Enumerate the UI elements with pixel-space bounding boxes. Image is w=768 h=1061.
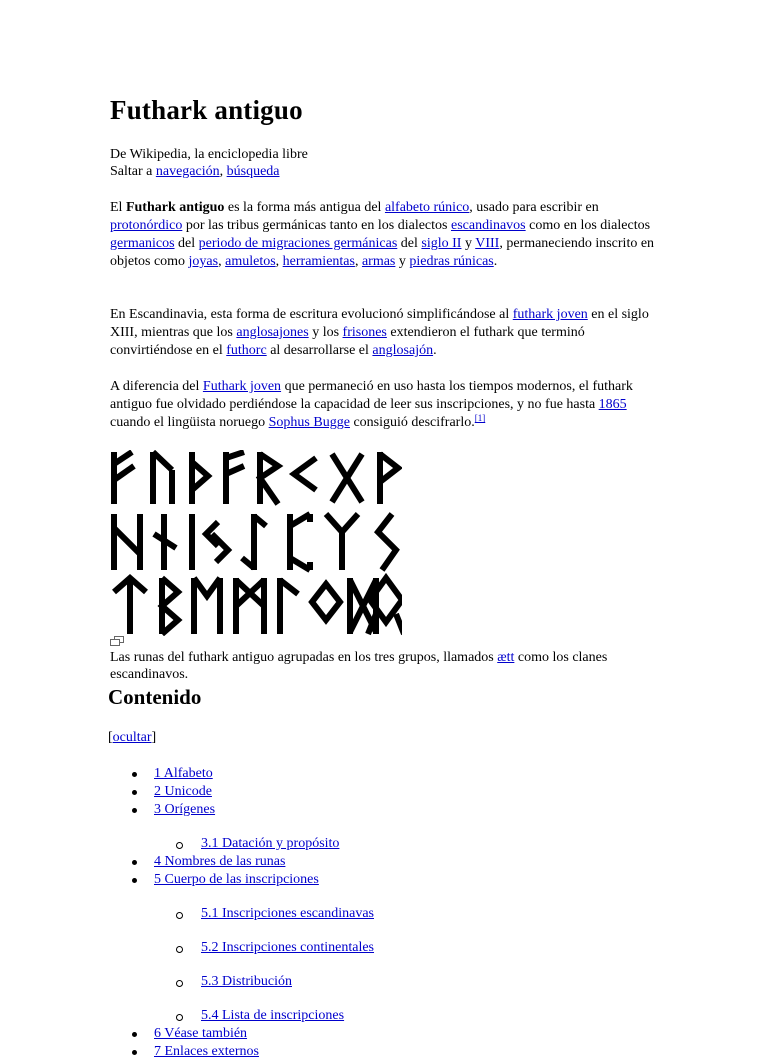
rune-hagalaz: [114, 514, 140, 570]
toc-list: [110, 765, 610, 1061]
link-herramientas[interactable]: herramientas: [282, 254, 355, 269]
enlarge-icon[interactable]: [110, 636, 124, 646]
link-1865[interactable]: 1865: [598, 397, 627, 412]
rune-ingwaz: [312, 584, 340, 620]
jump-links: Saltar a navegación, búsqueda: [110, 164, 280, 179]
toc-link[interactable]: 5 Cuerpo de las inscripciones: [154, 872, 319, 887]
toc-item: [110, 1043, 610, 1061]
rune-raidho: [260, 452, 278, 504]
site-tagline: De Wikipedia, la enciclopedia libre: [110, 147, 308, 162]
toc-item: [110, 905, 610, 923]
jump-navigation-link[interactable]: navegación: [155, 164, 220, 179]
image-caption: Las runas del futhark antiguo agrupadas en los tres grupos, llamados ætt como los clanes escandinavos.: [110, 650, 608, 682]
toc-link[interactable]: 3.1 Datación y propósito: [201, 836, 340, 851]
rune-ehwaz: [194, 578, 220, 634]
link-escandinavos[interactable]: escandinavos: [450, 218, 526, 233]
link-futhorc[interactable]: futhorc: [226, 343, 267, 358]
toc-item: [110, 939, 610, 957]
rune-algiz: [326, 514, 358, 570]
toc-hide-link[interactable]: ocultar: [112, 730, 152, 745]
toc-item: [110, 835, 610, 853]
toc-item: [110, 801, 610, 819]
rune-tiwaz: [114, 578, 146, 634]
link-armas[interactable]: armas: [361, 254, 396, 269]
link-aett[interactable]: ætt: [497, 650, 515, 665]
toc-link[interactable]: 5.2 Inscripciones continentales: [201, 940, 375, 955]
rune-laguz: [280, 578, 298, 634]
runes-image[interactable]: [110, 450, 402, 636]
intro-paragraph: El Futhark antiguo es la forma más antigua del alfabeto rúnico, usado para escribir en protonórdico por las tribus germánicas tanto en los dialectos escandinavos como en los dialectos germanicos del periodo de migraciones germánicas del siglo II y VIII, permaneciendo inscrito en objetos como joyas, amuletos, herramientas, armas y piedras rúnicas.: [110, 200, 655, 269]
toc-link[interactable]: 7 Enlaces externos: [154, 1044, 259, 1059]
jump-search-link[interactable]: búsqueda: [226, 164, 280, 179]
link-joyas[interactable]: joyas: [188, 254, 219, 269]
toc-link[interactable]: 4 Nombres de las runas: [154, 854, 286, 869]
evolution-paragraph: En Escandinavia, esta forma de escritura evolucionó simplificándose al futhark joven en el siglo XIII, mientras que los anglosajones y los frisones extendieron el futhark que terminó convirtiéndose en el futhorc al desarrollarse el anglosajón.: [110, 307, 649, 358]
link-siglo-ii[interactable]: siglo II: [421, 236, 462, 251]
rune-ansuz: [226, 452, 244, 504]
rune-kaunan: [294, 458, 316, 490]
toc-item: [110, 853, 610, 871]
rune-uruz: [153, 452, 172, 504]
link-piedras-runicas[interactable]: piedras rúnicas: [409, 254, 494, 269]
toc-item: [110, 1007, 610, 1025]
link-germanicos[interactable]: germanicos: [110, 236, 175, 251]
toc-link[interactable]: 3 Orígenes: [154, 802, 216, 817]
link-periodo-migraciones[interactable]: periodo de migraciones germánicas: [198, 236, 398, 251]
decipher-paragraph: A diferencia del Futhark joven que permaneció en uso hasta los tiempos modernos, el futhark antiguo fue olvidado perdiéndose la capacidad de leer sus inscripciones, y no fue hasta 1865 cuando el lingüista noruego Sophus Bugge consiguió descifrarlo.[1]: [110, 379, 633, 430]
rune-fehu: [114, 452, 134, 504]
toc-item: [110, 1025, 610, 1043]
rune-naudiz: [154, 514, 176, 570]
toc-link[interactable]: 6 Véase también: [154, 1026, 248, 1041]
rune-gebo: [332, 454, 362, 502]
page-title: Futhark antiguo: [110, 95, 303, 125]
article: [108, 90, 660, 1059]
link-protonordico[interactable]: protonórdico: [110, 218, 183, 233]
rune-sowilo: [378, 514, 396, 570]
link-viii[interactable]: VIII: [475, 236, 500, 251]
reference-1[interactable]: [1]: [474, 413, 486, 423]
toc-heading: Contenido: [108, 685, 202, 709]
toc-link[interactable]: 5.1 Inscripciones escandinavas: [201, 906, 374, 921]
link-anglosajones[interactable]: anglosajones: [236, 325, 309, 340]
rune-jera: [206, 522, 228, 562]
toc-toggle: [ocultar]: [108, 730, 157, 745]
link-futhark-joven-2[interactable]: Futhark joven: [202, 379, 282, 394]
toc-link[interactable]: 2 Unicode: [154, 784, 212, 799]
rune-wunjo: [380, 452, 398, 504]
toc-link[interactable]: 5.4 Lista de inscripciones: [201, 1008, 345, 1023]
rune-berkanan: [162, 578, 178, 634]
toc-item: [110, 973, 610, 991]
link-anglosajon[interactable]: anglosajón: [372, 343, 434, 358]
rune-mannaz: [236, 578, 264, 634]
article-subtitle: [110, 146, 660, 180]
rune-eihwaz: [242, 514, 266, 570]
link-frisones[interactable]: frisones: [342, 325, 387, 340]
rune-thurisaz: [192, 452, 208, 504]
toc-item: [110, 765, 610, 783]
link-alfabeto-runico[interactable]: alfabeto rúnico: [384, 200, 470, 215]
toc-item: [110, 871, 610, 889]
link-sophus-bugge[interactable]: Sophus Bugge: [268, 415, 350, 430]
rune-perth: [290, 514, 310, 570]
toc-item: [110, 783, 610, 801]
link-futhark-joven[interactable]: futhark joven: [512, 307, 588, 322]
toc-link[interactable]: 1 Alfabeto: [154, 766, 213, 781]
toc-link[interactable]: 5.3 Distribución: [201, 974, 292, 989]
link-amuletos[interactable]: amuletos: [225, 254, 276, 269]
